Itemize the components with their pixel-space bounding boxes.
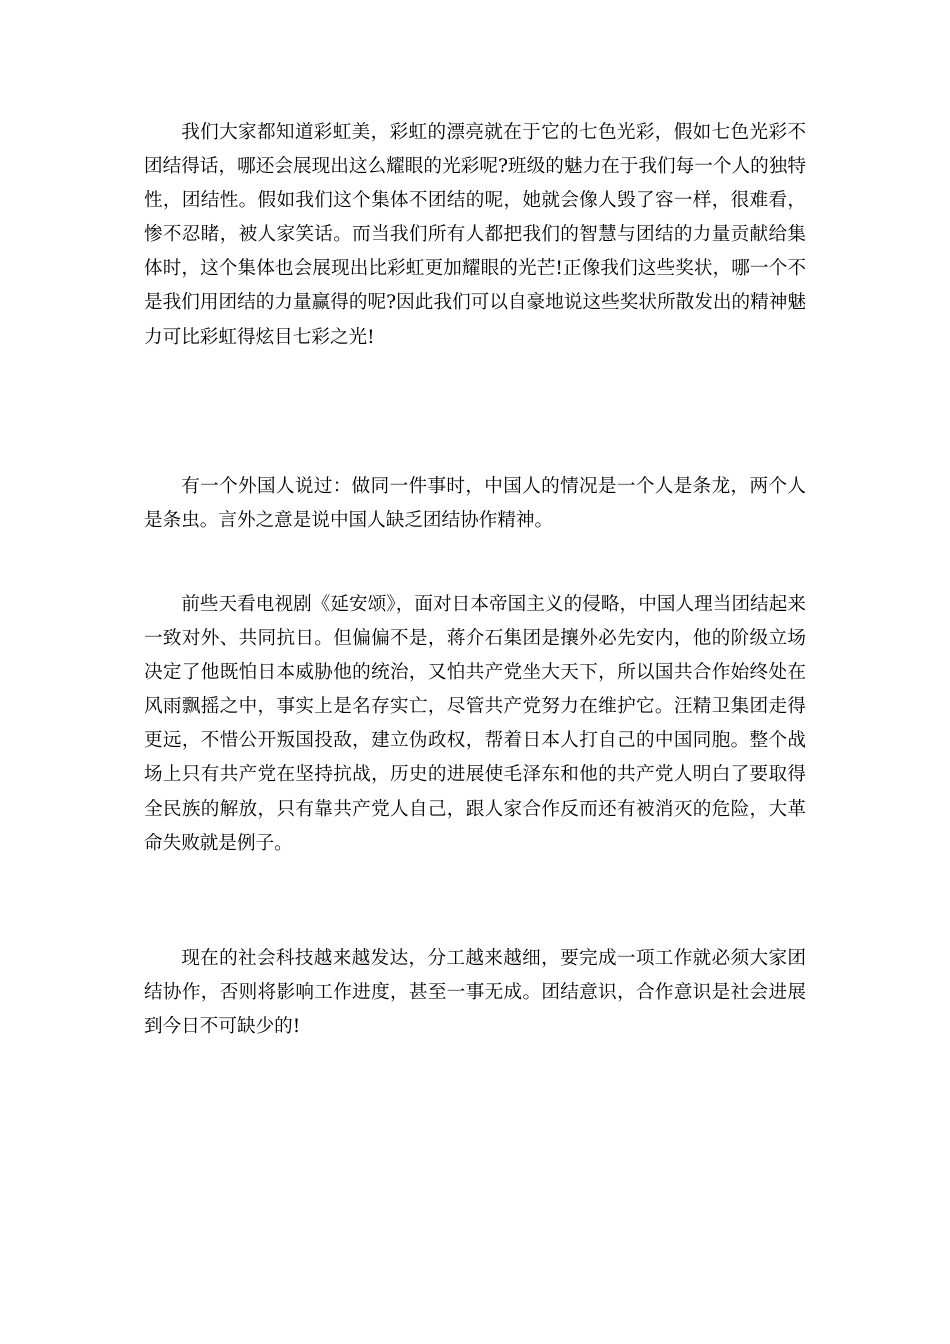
paragraph-modern-cooperation: 现在的社会科技越来越发达，分工越来越细，要完成一项工作就必须大家团结协作，否则将影响工作进度，甚至一事无成。团结意识，合作意识是社会进展到今日不可缺少的! (144, 948, 806, 1038)
paragraph-yanan-song: 前些天看电视剧《延安颂》，面对日本帝国主义的侵略，中国人理当团结起来一致对外、共同抗日。但偏偏不是，蒋介石集团是攘外必先安内，他的阶级立场决定了他既怕日本威胁他的统治，又怕共产党坐大天下，所以国共合作始终处在风雨飘摇之中，事实上是名存实亡，尽管共产党努力在维护它。汪精卫集团走得更远，不惜公开叛国投敌，建立伪政权，帮着日本人打自己的中国同胞。整个战场上只有共产党在坚持抗战，历史的进展使毛泽东和他的共产党人明白了要取得全民族的解放，只有靠共产党人自己，跟人家合作反而还有被消灭的危险，大革命失败就是例子。 (144, 594, 806, 854)
paragraph-foreigner-quote: 有一个外国人说过：做同一件事时，中国人的情况是一个人是条龙，两个人是条虫。言外之意是说中国人缺乏团结协作精神。 (144, 476, 806, 532)
paragraph-rainbow-unity: 我们大家都知道彩虹美，彩虹的漂亮就在于它的七色光彩，假如七色光彩不团结得话，哪还会展现出这么耀眼的光彩呢?班级的魅力在于我们每一个人的独特性，团结性。假如我们这个集体不团结的呢，她就会像人毁了容一样，很难看，惨不忍睹，被人家笑话。而当我们所有人都把我们的智慧与团结的力量贡献给集体时，这个集体也会展现出比彩虹更加耀眼的光芒!正像我们这些奖状，哪一个不是我们用团结的力量赢得的呢?因此我们可以自豪地说这些奖状所散发出的精神魅力可比彩虹得炫目七彩之光! (144, 122, 806, 348)
